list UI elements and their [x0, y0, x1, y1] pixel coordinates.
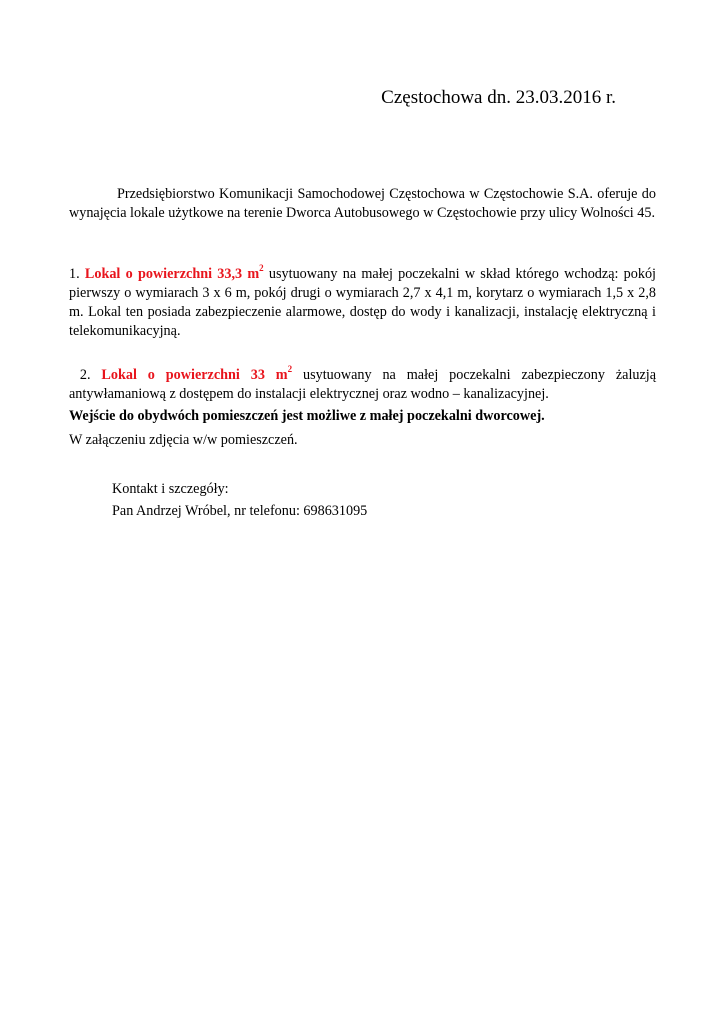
access-note: Wejście do obydwóch pomieszczeń jest możliwe z małej poczekalni dworcowej.	[69, 408, 545, 424]
offer-item-1	[69, 265, 656, 341]
item-1-highlight	[84, 263, 264, 282]
item-1-area: Lokal o powierzchni 33,3 m	[84, 266, 260, 282]
item-2-area: Lokal o powierzchni 33 m	[101, 367, 288, 383]
contact-person: Pan Andrzej Wróbel, nr telefonu: 698631095	[112, 503, 368, 519]
item-2-description: usytuowany na małej poczekalni zabezpieczony żaluzją antywłamaniową z dostępem do instalacji elektrycznej oraz wodno – kanalizacyjnej.	[69, 367, 657, 402]
attachment-note: W załączeniu zdjęcia w/w pomieszczeń.	[69, 432, 298, 448]
item-1-description: usytuowany na małej poczekalni w skład którego wchodzą: pokój pierwszy o wymiarach 3 x 6 m, pokój drugi o wymiarach 2,7 x 4,1 m, korytarz o wymiarach 1,5 x 2,8 m. Lokal ten posiada zabezpieczenie alarmowe, dostęp do wody i kanalizacji, instalację elektryczną i telekomunikacyjną.	[69, 266, 656, 339]
offer-item-2	[69, 366, 656, 404]
intro-paragraph	[69, 185, 656, 223]
contact-label: Kontakt i szczegóły:	[112, 481, 229, 497]
date-line: Częstochowa dn. 23.03.2016 r.	[381, 87, 616, 108]
intro-text: Przedsiębiorstwo Komunikacji Samochodowej Częstochowa w Częstochowie S.A. oferuje do wynajęcia lokale użytkowe na terenie Dworca Autobusowego w Częstochowie przy ulicy Wolności 45.	[69, 186, 656, 221]
item-2-highlight	[101, 364, 293, 383]
item-2-number: 2.	[79, 367, 91, 383]
item-1-number: 1.	[69, 266, 80, 282]
item-1-superscript: 2	[259, 263, 264, 274]
item-2-superscript: 2	[287, 364, 293, 375]
